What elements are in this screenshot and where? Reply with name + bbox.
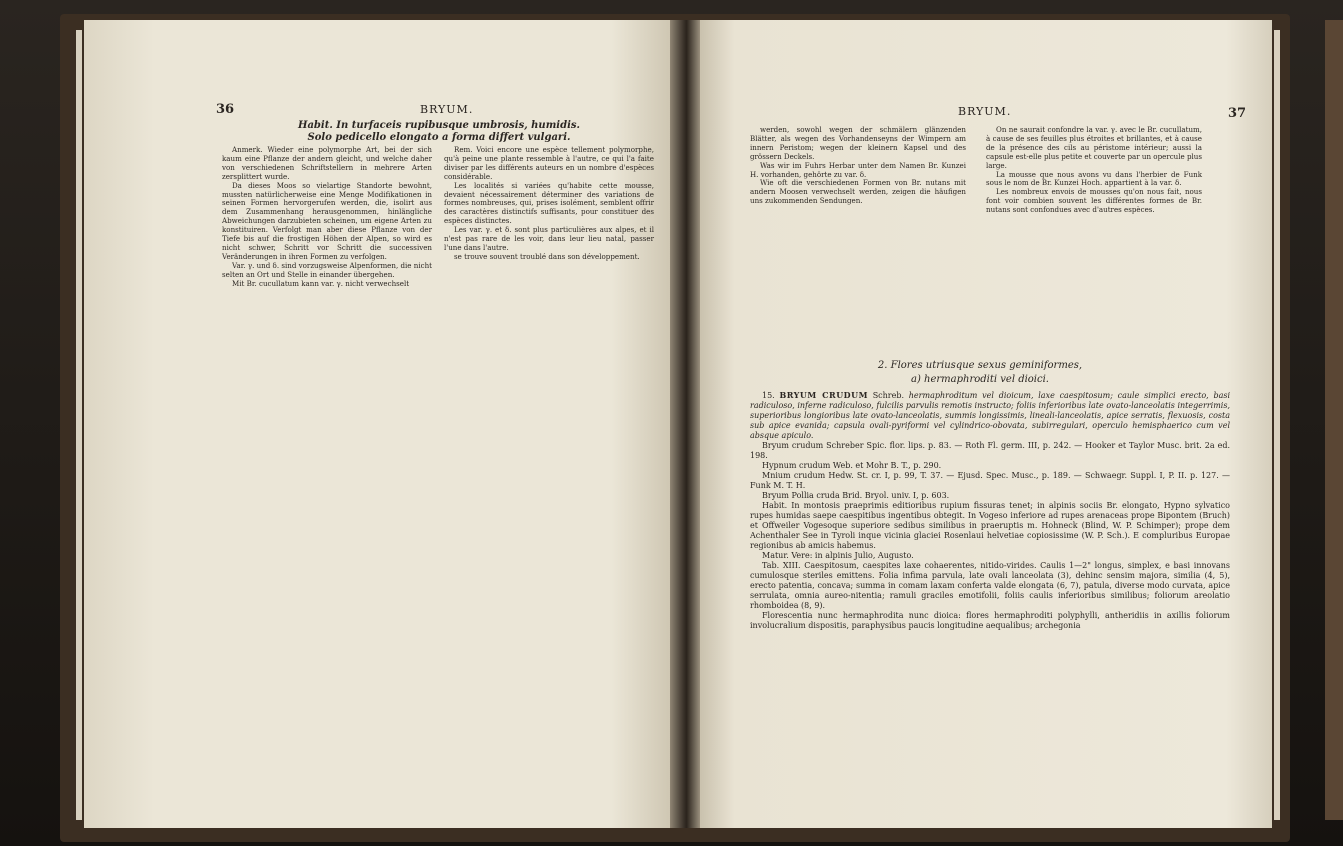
maturity-text: Matur. Vere: in alpinis Julio, Augusto.: [762, 551, 914, 560]
left-page-edges: [76, 30, 82, 820]
section-subheading: a) hermaphroditi vel dioici.: [910, 374, 1049, 385]
florescentia-text: Florescentia nunc hermaphrodita nunc dioica: flores hermaphroditi polyphylli, antheridiis in axillis foliorum involucralium dispositis, paraphysibus paucis longitudine aequalibus; archegonia: [750, 611, 1230, 630]
german-paragraph: Was wir im Fuhrs Herbar unter dem Namen Br. Kunzei H. vorhanden, gehörte zu var. δ.: [750, 160, 966, 179]
left-german-column: [222, 146, 432, 289]
left-running-head: BRYUM.: [420, 103, 474, 116]
species-entry: [750, 390, 1230, 631]
synonym-line: Mnium crudum Hedw. St. cr. I, p. 99, T. 37. — Ejusd. Spec. Musc., p. 189. — Schwaegr. Suppl. I, P. II. p. 127. — Funk M. T. H.: [750, 471, 1230, 490]
synonym-line: Hypnum crudum Web. et Mohr B. T., p. 290.: [762, 461, 942, 470]
french-paragraph: Les localités si variées qu'habite cette mousse, devaient nécessairement déterminer des variations de formes nombreuses, qui, prises isolément, semblent offrir des caractères distinctifs suffisants, pour constituer des espèces distinctes.: [444, 180, 654, 226]
book-edge-strip: [1325, 20, 1343, 820]
species-author: Schreb.: [872, 391, 905, 400]
right-running-head: BRYUM.: [958, 105, 1012, 118]
right-german-column: [750, 126, 966, 206]
german-paragraph: Da dieses Moos so vielartige Standorte bewohnt, mussten natürlicherweise eine Menge Modifikationen in seinen Formen hervorgerufen werden, die, isolirt aus dem Zusammenhang herausgenommen, hinlängliche Abweichungen darzubieten scheinen, um eigene Arten zu konstituiren. Verfolgt man aber diese Pflanze von der Tiefe bis auf die frostigen Höhen der Alpen, so wird es nicht schwer, Schritt vor Schritt die successiven Veränderungen in ihren Formen zu verfolgen.: [222, 180, 432, 261]
tab-description: Tab. XIII. Caespitosum, caespites laxe cohaerentes, nitido-virides. Caulis 1—2" longus, simplex, e basi innovans cumulosque steriles emittens. Folia infima parvula, late ovali lanceolata (3), dehinc sensim majora, similia (4, 5), erecto patentia, concava; summa in comam laxam conferta valde elongata (6, 7), patula, diverse modo curvata, apice serrulata, omnia aureo-nitentia; ramuli graciles emotifolii, foliis caulis inferioribus similibus; foliorum areolatio rhomboidea (8, 9).: [750, 561, 1230, 610]
french-paragraph: Les var. γ. et δ. sont plus particulières aux alpes, et il n'est pas rare de les voir, dans leur lieu natal, passer l'une dans l'autre.: [444, 225, 654, 252]
left-page-number: 36: [216, 102, 235, 117]
synonym-line: Bryum crudum Schreber Spic. flor. lips. p. 83. — Roth Fl. germ. III, p. 242. — Hooker et Taylor Musc. brit. 2a ed. 198.: [750, 441, 1230, 460]
left-french-column: [444, 146, 654, 262]
german-paragraph: Mit Br. cucullatum kann var. γ. nicht verwechselt: [232, 278, 410, 288]
german-paragraph: Wie oft die verschiedenen Formen von Br. nutans mit andern Moosen verwechselt werden, zeigen die häufigen uns zukommenden Sendungen.: [750, 178, 966, 206]
french-paragraph: La mousse que nous avons vu dans l'herbier de Funk sous le nom de Br. Kunzei Hoch. appartient à la var. δ.: [986, 169, 1202, 188]
species-diagnosis: hermaphroditum vel dioicum, laxe caespitosum; caule simplici erecto, basi radiculoso, inferne radiculoso, fulcilis parvulis remotis instructo; foliis inferioribus late ovato-lanceolatis integerrimis, superioribus longioribus late ovato-lanceolatis, summis longissimis, lineali-lanceolatis, apice serratis, flexuosis, costa sub apice evanida; capsula ovali-pyriformi vel cylindrico-obovata, subirregulari, operculo hemisphaerico cum vel absque apiculo.: [750, 391, 1230, 440]
habit-line-2: Solo pedicello elongato a forma differt vulgari.: [307, 132, 571, 143]
german-paragraph: Var. γ. und δ. sind vorzugsweise Alpenformen, die nicht selten an Ort und Stelle in einander übergehen.: [222, 260, 432, 279]
right-french-column: [986, 126, 1202, 215]
french-paragraph: Rem. Voici encore une espèce tellement polymorphe, qu'à peine une plante ressemble à l'autre, ce qui l'a faite diviser par les différents auteurs en un nombre d'espèces considérable.: [444, 145, 654, 181]
right-page: [700, 20, 1272, 828]
book-gutter: [670, 20, 700, 828]
habit-text: Habit. In montosis praeprimis editioribus rupium fissuras tenet; in alpinis sociis Br. elongato, Hypno sylvatico rupes humidas saepe caespitibus ingentibus obtegit. In Vogeso inferiore ad rupes arenaceas prope Bipontem (Bruch) et Offweiler Vogesoque superiore sedibus similibus in praeruptis m. Hohneck (Blind, W. P. Schimper); prope dem Achenthaler See in Tyroli inque vicinia glaciei Rosenlaui helvetiae copiosissime (W. P. Sch.). E compluribus Europae regionibus ab amicis habemus.: [750, 501, 1230, 550]
french-paragraph: On ne saurait confondre la var. γ. avec le Br. cucullatum, à cause de ses feuilles plus étroites et brillantes, et à cause de la présence des cils au péristome intérieur; aussi la capsule est-elle plus petite et couverte par un opercule plus large.: [986, 125, 1202, 170]
left-page: [84, 20, 670, 828]
german-paragraph: Anmerk. Wieder eine polymorphe Art, bei der sich kaum eine Pflanze der andern gleicht, und welche daher von verschiedenen Schriftstellern in mehrere Arten zersplittert wurde.: [222, 145, 432, 181]
french-paragraph: Les nombreux envois de mousses qu'on nous fait, nous font voir combien souvent les différentes formes de Br. nutans sont confondues avec d'autres espèces.: [986, 187, 1202, 215]
right-page-number: 37: [1228, 106, 1247, 121]
species-name: BRYUM CRUDUM: [779, 390, 868, 400]
synonym-line: Bryum Pollia cruda Brid. Bryol. univ. I, p. 603.: [762, 491, 950, 500]
german-paragraph: werden, sowohl wegen der schmälern glänzenden Blätter, als wegen des Vorhandenseyns der Wimpern am innern Peristom; wegen der kleinern Kapsel und des grössern Deckels.: [750, 125, 966, 161]
left-habit-block: [224, 120, 654, 144]
french-paragraph: se trouve souvent troublé dans son développement.: [454, 251, 640, 261]
species-number: 15.: [762, 391, 775, 400]
species-diagnosis-paragraph: [750, 390, 1230, 441]
section-heading: 2. Flores utriusque sexus geminiformes,: [877, 360, 1083, 371]
right-page-edges: [1274, 30, 1280, 820]
habit-line-1: Habit. In turfaceis rupibusque umbrosis, humidis.: [298, 120, 580, 131]
